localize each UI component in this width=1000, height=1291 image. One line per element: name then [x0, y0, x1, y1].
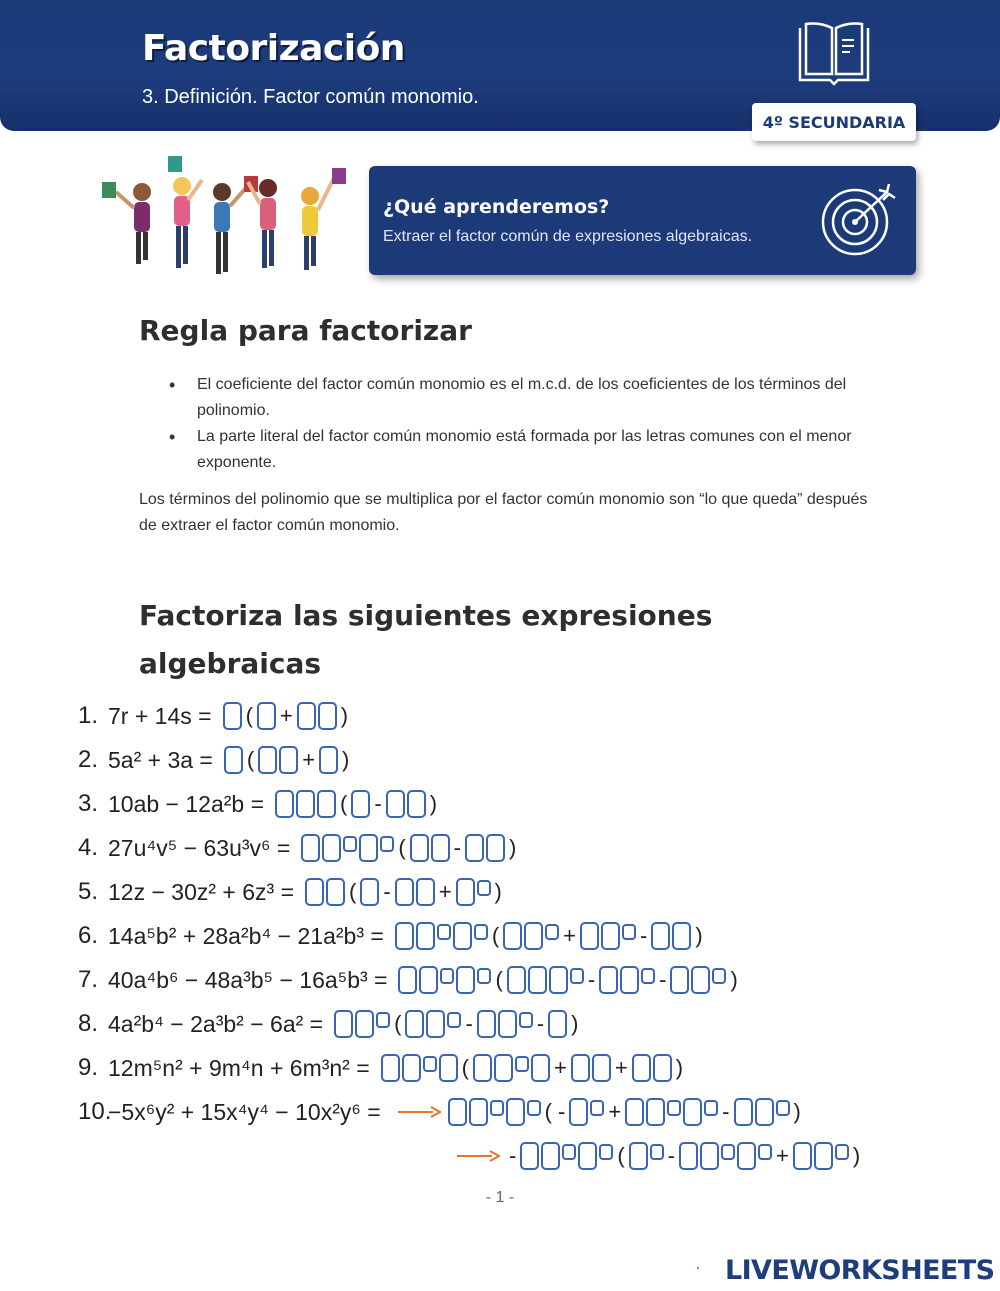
answer-box[interactable]	[651, 922, 670, 950]
page-subtitle: 3. Definición. Factor común monomio.	[142, 86, 479, 108]
exercise-expression: 7r + 14s =	[108, 702, 212, 729]
answer-box[interactable]	[571, 1054, 590, 1082]
rule-bullet: • La parte literal del factor común monomio está formada por las letras comunes con el menor exponente.	[197, 424, 877, 476]
exponent-box[interactable]	[437, 924, 451, 940]
answer-box[interactable]	[318, 702, 337, 730]
exponent-box[interactable]	[447, 1012, 461, 1028]
exercise-row	[78, 872, 505, 912]
answer-box[interactable]	[592, 1054, 611, 1082]
learning-goal-text: Extraer el factor común de expresiones algebraicas.	[383, 228, 753, 245]
answer-box[interactable]	[679, 1142, 698, 1170]
answer-box[interactable]	[793, 1142, 812, 1170]
answer-box[interactable]	[700, 1142, 719, 1170]
exponent-box[interactable]	[667, 1100, 681, 1116]
grade-badge: 4º SECUNDARIA	[752, 103, 916, 141]
exponent-box[interactable]	[474, 924, 488, 940]
rule-bullet: • El coeficiente del factor común monomio es el m.c.d. de los coeficientes de los términos del polinomio.	[197, 372, 877, 424]
answer-area: ( - + - )	[391, 1098, 804, 1126]
answer-box[interactable]	[402, 1054, 421, 1082]
target-icon	[821, 182, 897, 258]
student-2	[168, 156, 202, 268]
exercise-expression: −5x⁶y² + 15x⁴y⁴ − 10x²y⁶ =	[108, 1098, 381, 1125]
answer-box[interactable]	[326, 878, 345, 906]
answer-area: ( - - )	[397, 966, 740, 994]
learning-goal-title: ¿Qué aprenderemos?	[383, 196, 610, 218]
exercise-number: 7.	[78, 966, 99, 993]
exercise-row	[78, 828, 519, 868]
exponent-box[interactable]	[490, 1100, 504, 1116]
page-title: Factorización	[142, 28, 405, 69]
exercise-expression: 4a²b⁴ − 2a³b² − 6a² =	[108, 1010, 324, 1037]
exercise-row	[78, 740, 352, 780]
answer-box[interactable]	[279, 746, 298, 774]
answer-box[interactable]	[448, 1098, 467, 1126]
answer-box[interactable]	[395, 878, 414, 906]
liveworksheets-logo-icon	[697, 1253, 723, 1283]
learning-goal-card	[369, 166, 916, 275]
answer-box[interactable]	[419, 966, 438, 994]
answer-box[interactable]	[322, 834, 341, 862]
exponent-box[interactable]	[562, 1144, 576, 1160]
answer-area: ( + )	[223, 746, 353, 774]
exercise-list	[78, 694, 978, 1184]
answer-box[interactable]	[541, 1142, 560, 1170]
exponent-box[interactable]	[599, 1144, 613, 1160]
answer-box[interactable]	[275, 790, 294, 818]
exercise-number: 1.	[78, 702, 99, 729]
exponent-box[interactable]	[423, 1056, 437, 1072]
answer-box[interactable]	[569, 1098, 588, 1126]
exponent-box[interactable]	[519, 1012, 533, 1028]
answer-box[interactable]	[691, 966, 710, 994]
page-number: - 1 -	[485, 1189, 515, 1206]
answer-box[interactable]	[317, 790, 336, 818]
exercise-expression: 40a⁴b⁶ − 48a³b⁵ − 16a⁵b³ =	[108, 966, 388, 993]
exercise-number: 6.	[78, 922, 99, 949]
answer-box[interactable]	[296, 790, 315, 818]
exponent-box[interactable]	[650, 1144, 664, 1160]
exponent-box[interactable]	[343, 836, 357, 852]
answer-box[interactable]	[494, 1054, 513, 1082]
answer-box[interactable]	[456, 878, 475, 906]
answer-box[interactable]	[503, 922, 522, 950]
answer-box[interactable]	[386, 790, 405, 818]
exercise-expression: 12z − 30z² + 6z³ =	[108, 878, 295, 905]
answer-box[interactable]	[486, 834, 505, 862]
student-1	[102, 182, 151, 264]
exponent-box[interactable]	[477, 880, 491, 896]
answer-box[interactable]	[334, 1010, 353, 1038]
book-icon	[796, 20, 872, 88]
answer-area: ( - )	[300, 834, 519, 862]
answer-box[interactable]	[453, 922, 472, 950]
answer-box[interactable]	[359, 834, 378, 862]
answer-box[interactable]	[439, 1054, 458, 1082]
answer-area: ( + - )	[394, 922, 706, 950]
answer-box[interactable]	[426, 1010, 445, 1038]
exercise-row	[78, 1092, 804, 1132]
answer-box[interactable]	[620, 966, 639, 994]
answer-box[interactable]	[469, 1098, 488, 1126]
exponent-box[interactable]	[641, 968, 655, 984]
answer-box[interactable]	[814, 1142, 833, 1170]
answer-box[interactable]	[755, 1098, 774, 1126]
answer-box[interactable]	[528, 966, 547, 994]
exponent-box[interactable]	[477, 968, 491, 984]
answer-box[interactable]	[355, 1010, 374, 1038]
exercise-row	[78, 1048, 686, 1088]
answer-box[interactable]	[578, 1142, 597, 1170]
answer-box[interactable]	[398, 966, 417, 994]
exercise-number: 8.	[78, 1010, 99, 1037]
exercise-row	[78, 960, 741, 1000]
exercise-expression: 27u⁴v⁵ − 63u³v⁶ =	[108, 834, 291, 861]
exercise-row	[78, 784, 440, 824]
student-5	[301, 168, 346, 270]
answer-box[interactable]	[405, 1010, 424, 1038]
students-illustration	[98, 152, 354, 284]
answer-area: ( + )	[222, 702, 352, 730]
exercise-number: 9.	[78, 1054, 99, 1081]
rule-list	[197, 372, 877, 476]
answer-area: - ( - + )	[450, 1142, 863, 1170]
answer-box[interactable]	[498, 1010, 517, 1038]
exercise-number: 10.	[78, 1098, 112, 1125]
exponent-box[interactable]	[835, 1144, 849, 1160]
answer-box[interactable]	[456, 966, 475, 994]
answer-box[interactable]	[473, 1054, 492, 1082]
answer-box[interactable]	[319, 746, 338, 774]
exercise-row-alt	[440, 1136, 863, 1176]
exponent-box[interactable]	[622, 924, 636, 940]
answer-box[interactable]	[301, 834, 320, 862]
exponent-box[interactable]	[590, 1100, 604, 1116]
answer-box[interactable]	[507, 966, 526, 994]
answer-box[interactable]	[465, 834, 484, 862]
answer-box[interactable]	[416, 922, 435, 950]
exercise-expression: 10ab − 12a²b =	[108, 790, 265, 817]
answer-box[interactable]	[672, 922, 691, 950]
answer-box[interactable]	[629, 1142, 648, 1170]
answer-box[interactable]	[477, 1010, 496, 1038]
exercises-heading: Factoriza las siguientes expresiones algebraicas	[139, 599, 713, 680]
exercise-row	[78, 696, 351, 736]
answer-box[interactable]	[601, 922, 620, 950]
exercise-number: 5.	[78, 878, 99, 905]
answer-box[interactable]	[734, 1098, 753, 1126]
answer-box[interactable]	[548, 1010, 567, 1038]
exponent-box[interactable]	[376, 1012, 390, 1028]
answer-box[interactable]	[410, 834, 429, 862]
exponent-box[interactable]	[776, 1100, 790, 1116]
exponent-box[interactable]	[712, 968, 726, 984]
answer-box[interactable]	[258, 746, 277, 774]
answer-area: ( - - )	[333, 1010, 581, 1038]
exercise-number: 3.	[78, 790, 99, 817]
exponent-box[interactable]	[570, 968, 584, 984]
answer-box[interactable]	[531, 1054, 550, 1082]
answer-box[interactable]	[351, 790, 370, 818]
arrow-right-icon	[456, 1149, 500, 1163]
answer-area: ( - + )	[304, 878, 505, 906]
answer-box[interactable]	[224, 746, 243, 774]
rule-paragraph: Los términos del polinomio que se multiplica por el factor común monomio son “lo que queda” después de extraer el factor común monomio.	[139, 491, 868, 534]
exponent-box[interactable]	[704, 1100, 718, 1116]
exercise-row	[78, 916, 706, 956]
answer-box[interactable]	[737, 1142, 756, 1170]
answer-box[interactable]	[549, 966, 568, 994]
exercise-expression: 5a² + 3a =	[108, 746, 213, 773]
answer-box[interactable]	[599, 966, 618, 994]
exponent-box[interactable]	[440, 968, 454, 984]
answer-box[interactable]	[431, 834, 450, 862]
answer-box[interactable]	[297, 702, 316, 730]
exercise-expression: 12m⁵n² + 9m⁴n + 6m³n² =	[108, 1054, 370, 1081]
answer-box[interactable]	[646, 1098, 665, 1126]
exercise-expression: 14a⁵b² + 28a²b⁴ − 21a²b³ =	[108, 922, 384, 949]
answer-box[interactable]	[395, 922, 414, 950]
exponent-box[interactable]	[545, 924, 559, 940]
answer-box[interactable]	[360, 878, 379, 906]
exercise-number: 4.	[78, 834, 99, 861]
answer-box[interactable]	[416, 878, 435, 906]
answer-box[interactable]	[257, 702, 276, 730]
answer-box[interactable]	[632, 1054, 651, 1082]
answer-box[interactable]	[305, 878, 324, 906]
answer-box[interactable]	[580, 922, 599, 950]
footer-brand: LIVEWORKSHEETS	[725, 1255, 995, 1286]
answer-box[interactable]	[524, 922, 543, 950]
student-4	[248, 179, 277, 268]
answer-box[interactable]	[625, 1098, 644, 1126]
answer-box[interactable]	[520, 1142, 539, 1170]
exponent-box[interactable]	[515, 1056, 529, 1072]
answer-box[interactable]	[381, 1054, 400, 1082]
answer-area: ( - )	[274, 790, 440, 818]
exponent-box[interactable]	[758, 1144, 772, 1160]
answer-box[interactable]	[683, 1098, 702, 1126]
answer-area: ( + + )	[380, 1054, 686, 1082]
answer-box[interactable]	[407, 790, 426, 818]
answer-box[interactable]	[506, 1098, 525, 1126]
answer-box[interactable]	[653, 1054, 672, 1082]
exercise-number: 2.	[78, 746, 99, 773]
answer-box[interactable]	[670, 966, 689, 994]
exponent-box[interactable]	[380, 836, 394, 852]
arrow-right-icon	[397, 1105, 441, 1119]
exercise-row	[78, 1004, 581, 1044]
answer-box[interactable]	[223, 702, 242, 730]
rule-heading: Regla para factorizar	[139, 314, 472, 347]
exponent-box[interactable]	[721, 1144, 735, 1160]
exponent-box[interactable]	[527, 1100, 541, 1116]
